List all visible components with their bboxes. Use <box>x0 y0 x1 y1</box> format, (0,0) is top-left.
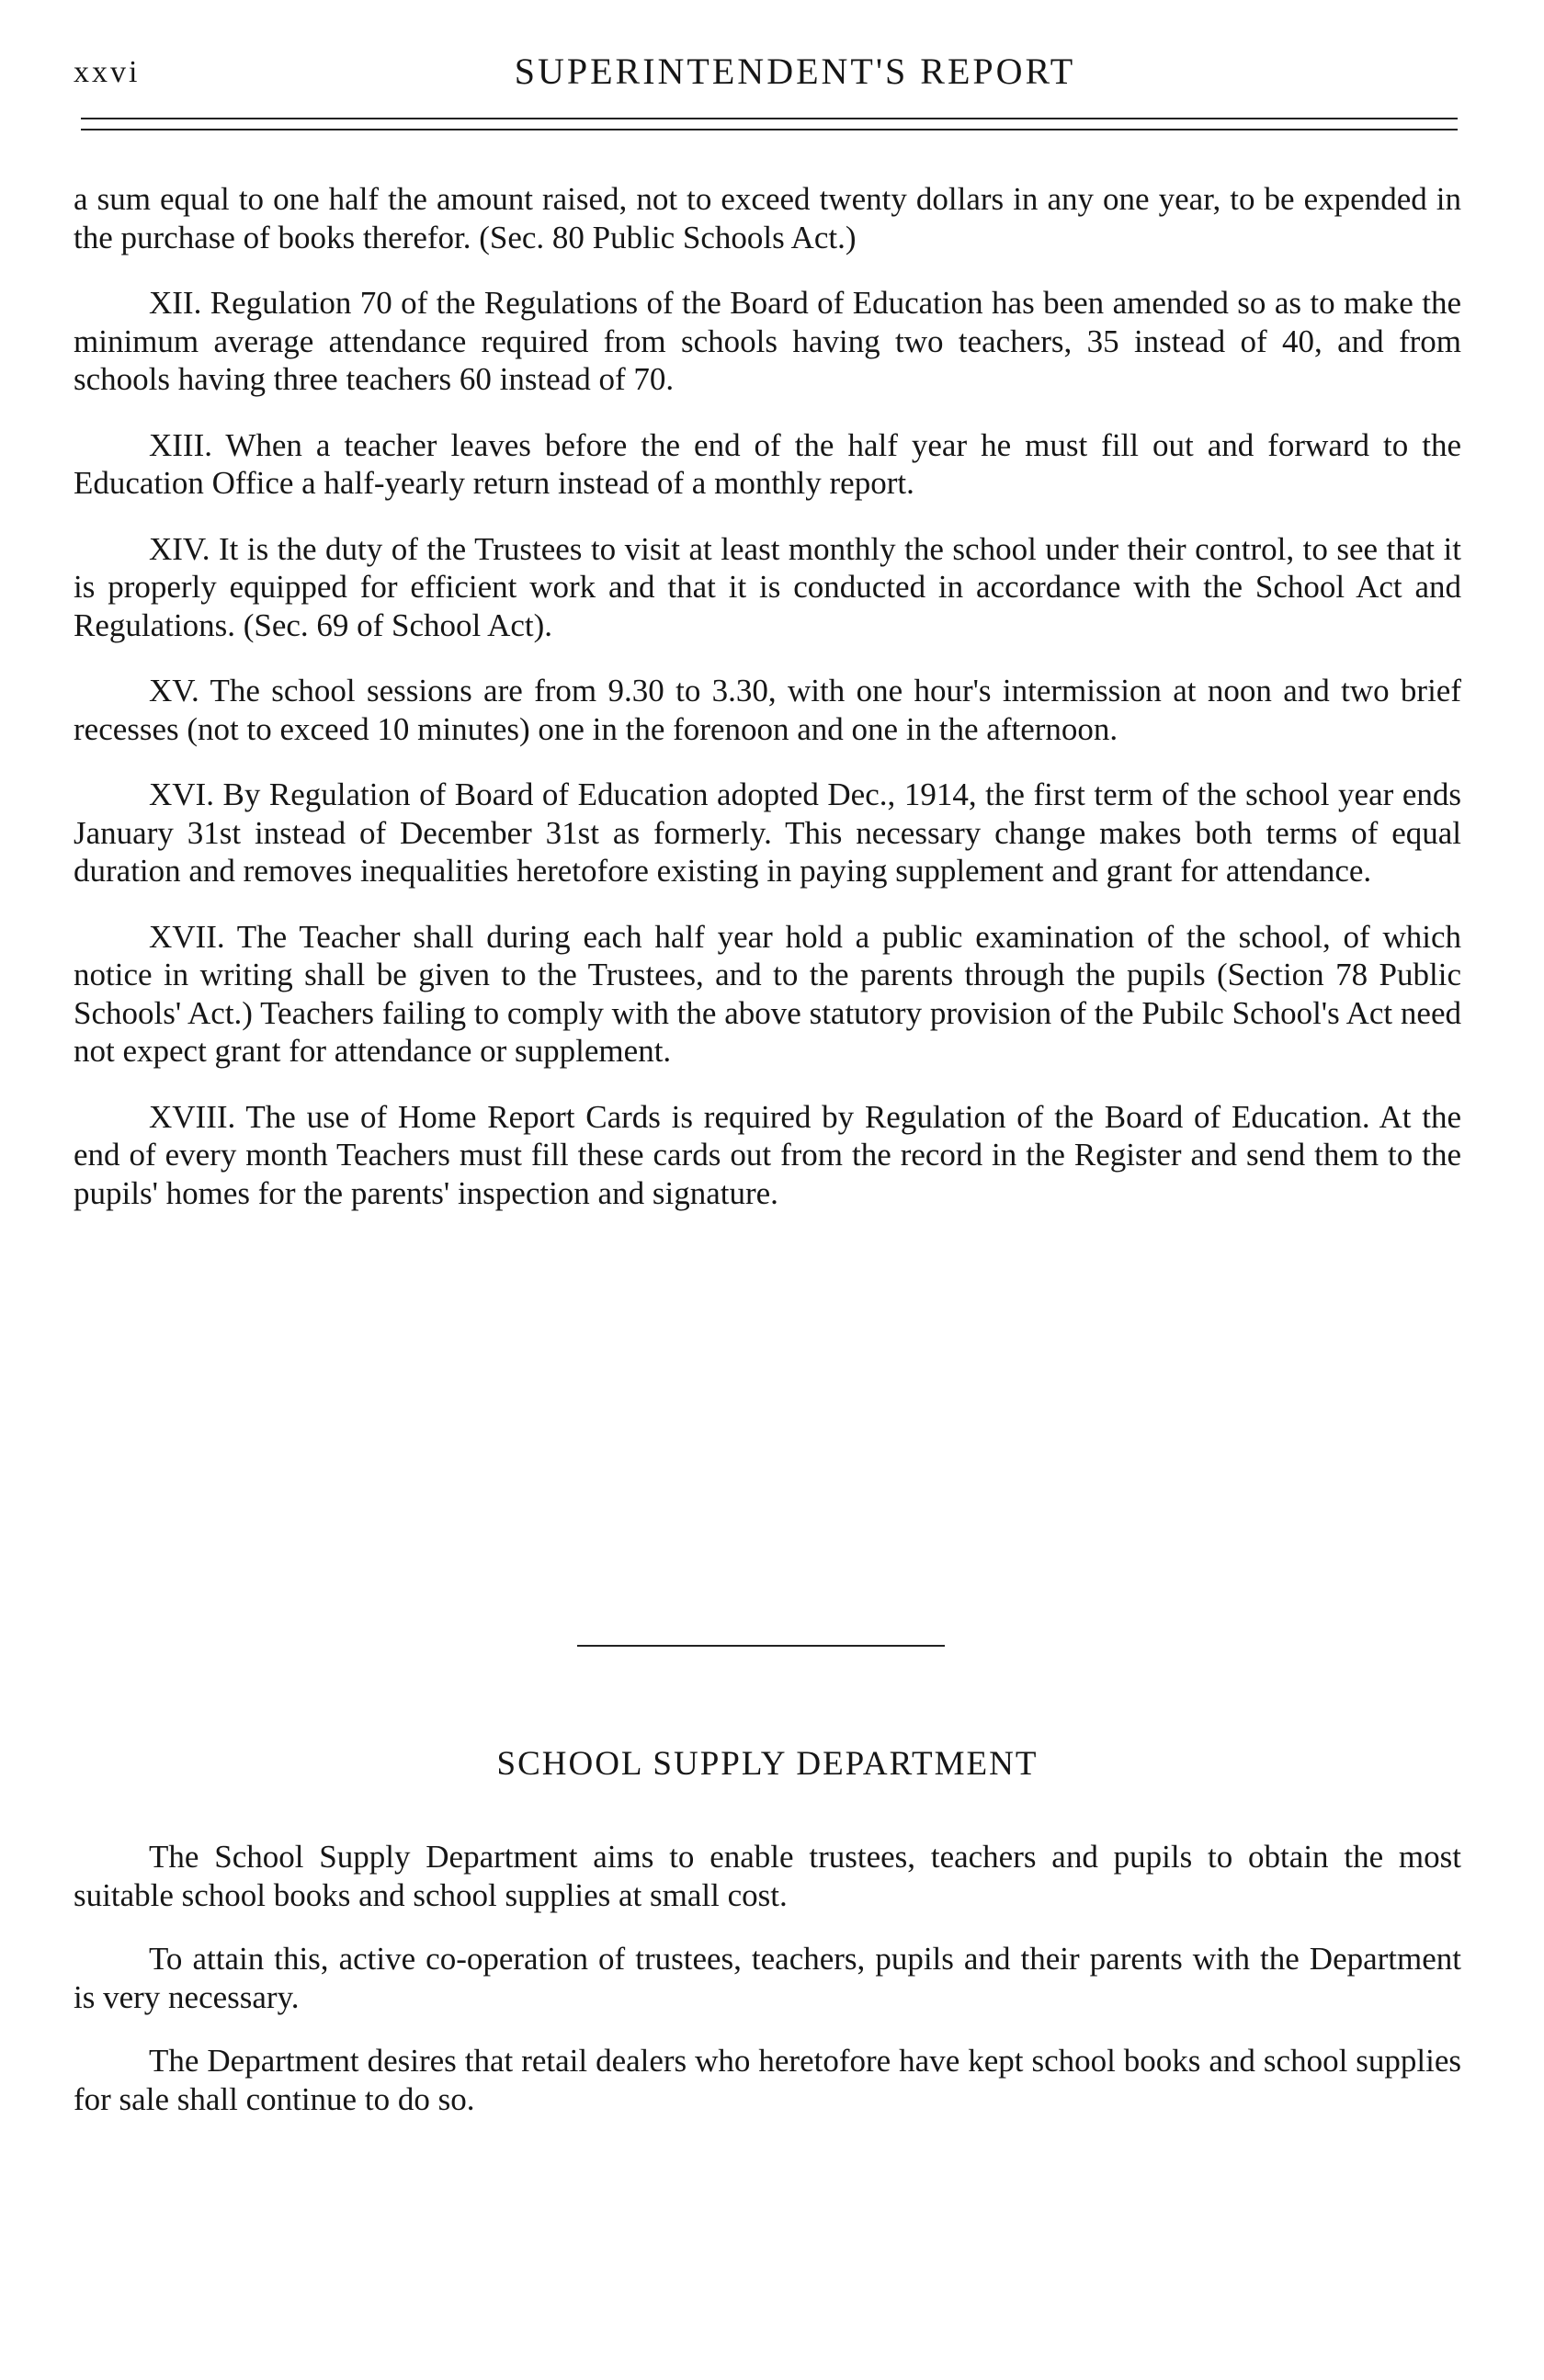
school-supply-text <box>74 1838 1461 2118</box>
running-head: SUPERINTENDENT'S REPORT <box>514 51 1076 92</box>
section-heading: SCHOOL SUPPLY DEPARTMENT <box>496 1745 1039 1783</box>
paragraph-continuation: a sum equal to one half the amount raised, not to exceed twenty dollars in any one year, to be expended in the purchase of books therefor. (Sec. 80 Public Schools Act.) <box>74 181 1461 255</box>
regulations-text <box>74 180 1461 1212</box>
paragraph-xviii: XVIII. The use of Home Report Cards is required by Regulation of the Board of Education. At the end of every month Teachers must fill these cards out from the record in the Register and send them to the pupils' homes for the parents' inspection and signature. <box>74 1098 1461 1211</box>
paragraph-xiv: XIV. It is the duty of the Trustees to visit at least monthly the school under their control, to see that it is properly equipped for efficient work and that it is conducted in accordance with the School Act and Regulations. (Sec. 69 of School Act). <box>74 530 1461 643</box>
header-rule <box>81 118 1458 119</box>
paragraph-xvi: XVI. By Regulation of Board of Education adopted Dec., 1914, the first term of the school year ends January 31st instead of December 31st as formerly. This necessary change makes both terms of equal duration and removes inequalities heretofore existing in paying supplement and grant for attendance. <box>74 776 1461 889</box>
paragraph-xvii: XVII. The Teacher shall during each half year hold a public examination of the school, of which notice in writing shall be given to the Trustees, and to the parents through the pupils (Section 78 Public Schools' Act.) Teachers failing to comply with the above statutory provision of the Pubilc School's Act need not expect grant for attendance or supplement. <box>74 918 1461 1069</box>
supply-paragraph: The School Supply Department aims to enable trustees, teachers and pupils to obtain the most suitable school books and school supplies at small cost. <box>74 1839 1461 1913</box>
paragraph-xiii: XIII. When a teacher leaves before the end of the half year he must fill out and forward to the Education Office a half-yearly return instead of a monthly report. <box>74 426 1461 501</box>
section-divider <box>577 1645 945 1647</box>
supply-paragraph: The Department desires that retail dealers who heretofore have kept school books and school supplies for sale shall continue to do so. <box>74 2043 1461 2117</box>
paragraph-xii: XII. Regulation 70 of the Regulations of the Board of Education has been amended so as to make the minimum average attendance required from schools having two teachers, 35 instead of 40, and from schools having three teachers 60 instead of 70. <box>74 285 1461 397</box>
header-rule-double <box>81 129 1458 130</box>
paragraph-xv: XV. The school sessions are from 9.30 to 3.30, with one hour's intermission at noon and two brief recesses (not to exceed 10 minutes) one in the forenoon and one in the afternoon. <box>74 673 1461 747</box>
page-number: xxvi <box>74 55 141 89</box>
supply-paragraph: To attain this, active co-operation of trustees, teachers, pupils and their parents with the Department is very necessary. <box>74 1941 1461 2015</box>
page-header <box>74 48 1461 94</box>
